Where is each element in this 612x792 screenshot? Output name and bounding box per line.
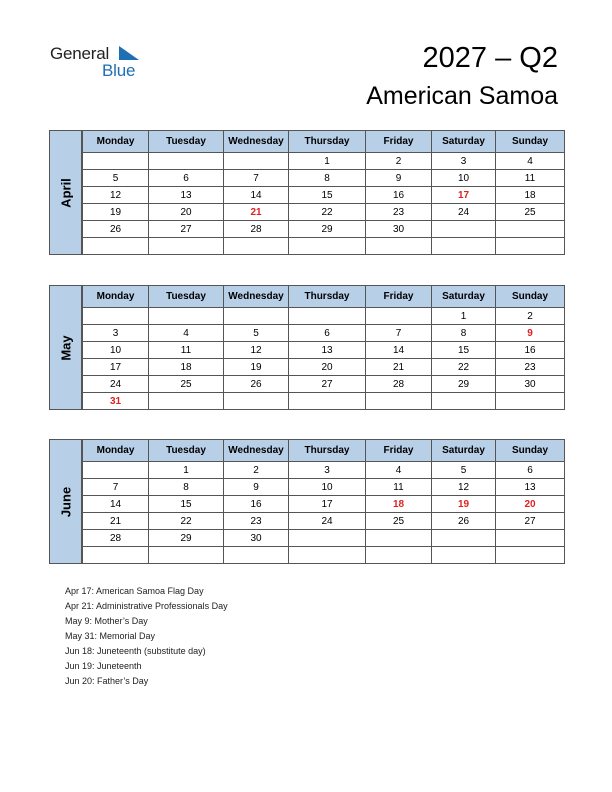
week-row bbox=[83, 513, 565, 530]
day-cell: 21 bbox=[366, 359, 432, 376]
day-cell bbox=[432, 547, 496, 564]
weekday-header: Friday bbox=[366, 286, 432, 308]
day-cell: 11 bbox=[366, 479, 432, 496]
month-label bbox=[49, 285, 82, 410]
day-cell bbox=[432, 221, 496, 238]
day-cell bbox=[289, 547, 366, 564]
day-cell: 27 bbox=[496, 513, 565, 530]
day-cell: 22 bbox=[149, 513, 224, 530]
day-cell: 7 bbox=[366, 325, 432, 342]
weekday-header: Sunday bbox=[496, 131, 565, 153]
day-cell bbox=[366, 393, 432, 410]
day-cell bbox=[149, 547, 224, 564]
day-cell: 20 bbox=[289, 359, 366, 376]
week-row bbox=[83, 547, 565, 564]
day-cell bbox=[366, 238, 432, 255]
day-cell: 23 bbox=[366, 204, 432, 221]
week-row bbox=[83, 359, 565, 376]
month-name: May bbox=[58, 334, 73, 361]
day-cell bbox=[224, 153, 289, 170]
weekday-header: Wednesday bbox=[224, 440, 289, 462]
day-cell: 18 bbox=[149, 359, 224, 376]
day-cell: 6 bbox=[289, 325, 366, 342]
day-cell: 19 bbox=[83, 204, 149, 221]
month-name: June bbox=[58, 486, 73, 517]
day-cell: 1 bbox=[432, 308, 496, 325]
weekday-header: Sunday bbox=[496, 286, 565, 308]
generalblue-logo bbox=[50, 44, 150, 84]
weekday-header: Friday bbox=[366, 440, 432, 462]
day-cell: 9 bbox=[366, 170, 432, 187]
day-cell: 24 bbox=[289, 513, 366, 530]
week-row bbox=[83, 342, 565, 359]
week-row bbox=[83, 479, 565, 496]
month-label bbox=[49, 439, 82, 564]
weekday-header: Thursday bbox=[289, 440, 366, 462]
holiday-note: May 31: Memorial Day bbox=[65, 631, 156, 641]
weekday-header: Sunday bbox=[496, 440, 565, 462]
month-name: April bbox=[58, 177, 73, 208]
day-cell: 7 bbox=[83, 479, 149, 496]
weekday-header: Wednesday bbox=[224, 131, 289, 153]
day-cell: 3 bbox=[83, 325, 149, 342]
day-cell: 11 bbox=[149, 342, 224, 359]
day-cell: 14 bbox=[366, 342, 432, 359]
day-cell: 28 bbox=[366, 376, 432, 393]
day-cell: 4 bbox=[366, 462, 432, 479]
day-cell bbox=[366, 308, 432, 325]
day-cell: 13 bbox=[289, 342, 366, 359]
day-cell: 20 bbox=[149, 204, 224, 221]
day-cell bbox=[432, 530, 496, 547]
weekday-header: Thursday bbox=[289, 131, 366, 153]
day-cell: 18 bbox=[496, 187, 565, 204]
day-cell: 24 bbox=[83, 376, 149, 393]
day-cell bbox=[496, 238, 565, 255]
day-cell bbox=[83, 547, 149, 564]
day-cell: 19 bbox=[224, 359, 289, 376]
weekday-header: Monday bbox=[83, 131, 149, 153]
holiday-note: Jun 20: Father’s Day bbox=[65, 676, 149, 686]
day-cell: 1 bbox=[289, 153, 366, 170]
day-cell: 3 bbox=[289, 462, 366, 479]
month-table bbox=[82, 130, 565, 255]
day-cell: 23 bbox=[496, 359, 565, 376]
day-cell: 23 bbox=[224, 513, 289, 530]
logo-triangle-icon bbox=[119, 46, 141, 62]
day-cell: 8 bbox=[149, 479, 224, 496]
week-row bbox=[83, 462, 565, 479]
day-cell bbox=[289, 393, 366, 410]
day-cell bbox=[366, 547, 432, 564]
day-cell bbox=[149, 238, 224, 255]
day-cell: 5 bbox=[432, 462, 496, 479]
day-cell: 7 bbox=[224, 170, 289, 187]
day-cell: 22 bbox=[432, 359, 496, 376]
day-cell: 8 bbox=[289, 170, 366, 187]
day-cell bbox=[432, 393, 496, 410]
day-cell: 18 bbox=[366, 496, 432, 513]
weekday-header: Monday bbox=[83, 440, 149, 462]
week-row bbox=[83, 376, 565, 393]
page-subtitle: American Samoa bbox=[366, 82, 558, 110]
day-cell: 2 bbox=[496, 308, 565, 325]
day-cell: 10 bbox=[83, 342, 149, 359]
week-row bbox=[83, 325, 565, 342]
day-cell: 6 bbox=[149, 170, 224, 187]
day-cell: 15 bbox=[149, 496, 224, 513]
day-cell: 1 bbox=[149, 462, 224, 479]
day-cell bbox=[224, 393, 289, 410]
holiday-note: Jun 19: Juneteenth bbox=[65, 661, 142, 671]
day-cell bbox=[224, 547, 289, 564]
weekday-header: Saturday bbox=[432, 131, 496, 153]
week-row bbox=[83, 187, 565, 204]
day-cell: 15 bbox=[432, 342, 496, 359]
day-cell: 29 bbox=[149, 530, 224, 547]
weekday-header: Wednesday bbox=[224, 286, 289, 308]
holiday-note: Apr 17: American Samoa Flag Day bbox=[65, 586, 204, 596]
holiday-notes bbox=[65, 584, 228, 689]
day-cell bbox=[496, 547, 565, 564]
logo-general-text: General bbox=[50, 44, 110, 63]
week-row bbox=[83, 170, 565, 187]
week-row bbox=[83, 153, 565, 170]
day-cell: 17 bbox=[289, 496, 366, 513]
holiday-note: May 9: Mother’s Day bbox=[65, 616, 148, 626]
day-cell: 12 bbox=[224, 342, 289, 359]
month-table bbox=[82, 439, 565, 564]
weekday-header: Thursday bbox=[289, 286, 366, 308]
day-cell: 25 bbox=[496, 204, 565, 221]
day-cell: 2 bbox=[224, 462, 289, 479]
day-cell: 4 bbox=[496, 153, 565, 170]
day-cell bbox=[224, 238, 289, 255]
day-cell bbox=[224, 308, 289, 325]
day-cell: 14 bbox=[83, 496, 149, 513]
day-cell: 26 bbox=[432, 513, 496, 530]
day-cell: 31 bbox=[83, 393, 149, 410]
day-cell: 25 bbox=[366, 513, 432, 530]
week-row bbox=[83, 530, 565, 547]
day-cell: 10 bbox=[289, 479, 366, 496]
day-cell: 5 bbox=[83, 170, 149, 187]
weekday-header: Saturday bbox=[432, 440, 496, 462]
day-cell: 21 bbox=[83, 513, 149, 530]
day-cell: 30 bbox=[496, 376, 565, 393]
day-cell bbox=[83, 308, 149, 325]
weekday-header: Monday bbox=[83, 286, 149, 308]
day-cell: 6 bbox=[496, 462, 565, 479]
day-cell: 15 bbox=[289, 187, 366, 204]
day-cell bbox=[83, 238, 149, 255]
day-cell bbox=[366, 530, 432, 547]
day-cell: 9 bbox=[224, 479, 289, 496]
weekday-header: Tuesday bbox=[149, 131, 224, 153]
day-cell: 16 bbox=[366, 187, 432, 204]
day-cell: 29 bbox=[289, 221, 366, 238]
day-cell bbox=[83, 153, 149, 170]
day-cell bbox=[496, 221, 565, 238]
day-cell: 8 bbox=[432, 325, 496, 342]
day-cell: 28 bbox=[83, 530, 149, 547]
day-cell: 13 bbox=[149, 187, 224, 204]
day-cell: 5 bbox=[224, 325, 289, 342]
day-cell bbox=[496, 393, 565, 410]
week-row bbox=[83, 238, 565, 255]
day-cell bbox=[496, 530, 565, 547]
week-row bbox=[83, 308, 565, 325]
day-cell bbox=[432, 238, 496, 255]
day-cell: 4 bbox=[149, 325, 224, 342]
month-table bbox=[82, 285, 565, 410]
day-cell bbox=[289, 530, 366, 547]
day-cell: 12 bbox=[83, 187, 149, 204]
weekday-header: Saturday bbox=[432, 286, 496, 308]
day-cell bbox=[83, 462, 149, 479]
day-cell: 16 bbox=[496, 342, 565, 359]
weekday-header: Tuesday bbox=[149, 440, 224, 462]
day-cell: 2 bbox=[366, 153, 432, 170]
holiday-note: Jun 18: Juneteenth (substitute day) bbox=[65, 646, 206, 656]
day-cell: 26 bbox=[224, 376, 289, 393]
weekday-header-row bbox=[83, 131, 565, 153]
day-cell: 28 bbox=[224, 221, 289, 238]
day-cell: 13 bbox=[496, 479, 565, 496]
day-cell: 16 bbox=[224, 496, 289, 513]
day-cell: 27 bbox=[289, 376, 366, 393]
day-cell: 10 bbox=[432, 170, 496, 187]
day-cell: 17 bbox=[432, 187, 496, 204]
day-cell: 27 bbox=[149, 221, 224, 238]
weekday-header: Friday bbox=[366, 131, 432, 153]
day-cell: 29 bbox=[432, 376, 496, 393]
logo-blue-text: Blue bbox=[102, 61, 136, 80]
week-row bbox=[83, 393, 565, 410]
day-cell: 22 bbox=[289, 204, 366, 221]
week-row bbox=[83, 204, 565, 221]
day-cell: 20 bbox=[496, 496, 565, 513]
day-cell: 26 bbox=[83, 221, 149, 238]
page-title: 2027 – Q2 bbox=[422, 42, 558, 74]
day-cell bbox=[149, 308, 224, 325]
week-row bbox=[83, 221, 565, 238]
day-cell: 30 bbox=[366, 221, 432, 238]
day-cell bbox=[149, 153, 224, 170]
day-cell: 24 bbox=[432, 204, 496, 221]
day-cell bbox=[289, 238, 366, 255]
day-cell bbox=[289, 308, 366, 325]
holiday-note: Apr 21: Administrative Professionals Day bbox=[65, 601, 228, 611]
day-cell: 17 bbox=[83, 359, 149, 376]
month-label bbox=[49, 130, 82, 255]
day-cell: 19 bbox=[432, 496, 496, 513]
day-cell: 9 bbox=[496, 325, 565, 342]
day-cell: 3 bbox=[432, 153, 496, 170]
weekday-header-row bbox=[83, 440, 565, 462]
weekday-header: Tuesday bbox=[149, 286, 224, 308]
week-row bbox=[83, 496, 565, 513]
day-cell: 14 bbox=[224, 187, 289, 204]
day-cell: 30 bbox=[224, 530, 289, 547]
day-cell: 21 bbox=[224, 204, 289, 221]
weekday-header-row bbox=[83, 286, 565, 308]
day-cell: 11 bbox=[496, 170, 565, 187]
day-cell: 25 bbox=[149, 376, 224, 393]
day-cell bbox=[149, 393, 224, 410]
day-cell: 12 bbox=[432, 479, 496, 496]
